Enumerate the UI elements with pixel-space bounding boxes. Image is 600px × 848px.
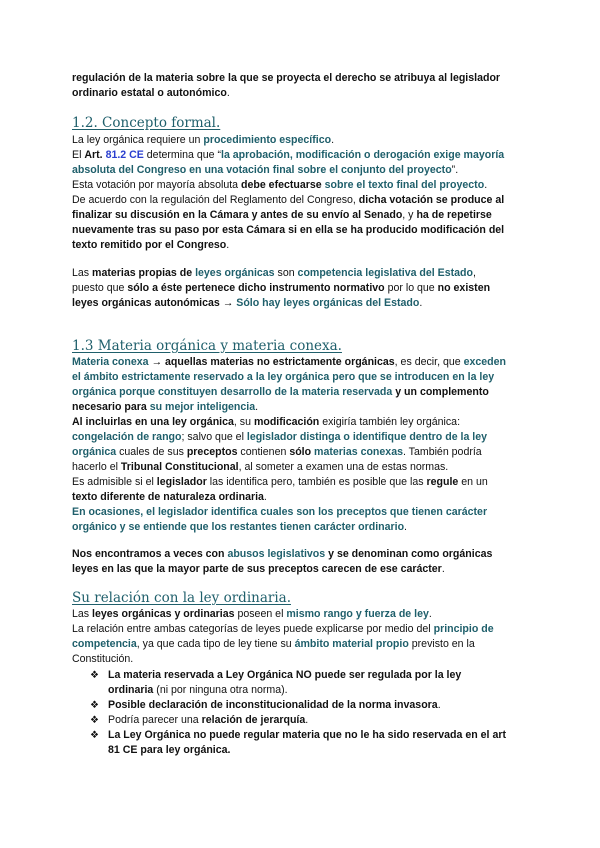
text-line xyxy=(72,445,532,460)
text: en un xyxy=(458,476,488,488)
text-line xyxy=(72,148,532,163)
text-highlight: principio de xyxy=(433,623,494,635)
text-highlight: su mejor inteligencia xyxy=(149,401,256,413)
text: cuales de sus xyxy=(116,446,187,458)
text-highlight: orgánica xyxy=(72,446,117,458)
text-line xyxy=(72,430,532,445)
text-bold: ordinaria xyxy=(108,684,154,696)
text: Es admisible si el xyxy=(72,476,157,488)
text-bold: dicha votación se produce al xyxy=(358,194,505,206)
text-highlight: congelación de rango xyxy=(72,431,182,443)
text: poseen el xyxy=(234,608,287,620)
text-bold: leyes orgánicas y ordinarias xyxy=(92,608,235,620)
text-bold: no existen xyxy=(437,282,491,294)
list-item xyxy=(88,728,528,758)
text-highlight: leyes orgánicas xyxy=(195,267,275,279)
text-line xyxy=(72,637,532,652)
text-bold: relación de jerarquía xyxy=(201,714,306,726)
text-bold: legislador xyxy=(156,476,207,488)
text: hacerlo el xyxy=(72,461,121,473)
text-bold: y se denominan como orgánicas xyxy=(325,548,493,560)
text-highlight: competencia xyxy=(72,638,137,650)
text: . xyxy=(226,87,230,99)
text: . También podría xyxy=(402,446,482,458)
intro-paragraph xyxy=(72,71,532,101)
text: Las xyxy=(72,608,93,620)
text: ; salvo que el xyxy=(181,431,247,443)
text: , xyxy=(473,267,476,279)
text-highlight: abusos legislativos xyxy=(227,548,326,560)
text: , su xyxy=(233,416,254,428)
text: . xyxy=(226,239,230,251)
text-line xyxy=(72,178,532,193)
section-heading-materia-organica: 1.3 Materia orgánica y materia conexa. xyxy=(72,338,342,354)
text-line xyxy=(72,238,532,253)
text: las identifica pero, también es posible que las xyxy=(206,476,427,488)
text-highlight: materias conexas xyxy=(314,446,403,458)
text-bold: preceptos xyxy=(186,446,238,458)
text: previsto en la xyxy=(408,638,475,650)
text: . xyxy=(331,134,335,146)
text-line xyxy=(72,490,532,505)
text-bold: leyes en las que la mayor parte de sus preceptos carecen de ese carácter xyxy=(72,563,442,575)
text-highlight: la aprobación, modificación o derogación exige mayoría xyxy=(221,149,505,161)
text: Esta votación por mayoría absoluta xyxy=(72,179,242,191)
text-highlight: absoluta del Congreso en una votación final sobre el conjunto del proyecto xyxy=(72,164,452,176)
text-bold: regule xyxy=(426,476,459,488)
text: contienen xyxy=(237,446,290,458)
text: por lo que xyxy=(384,282,438,294)
text-line xyxy=(72,193,532,208)
text-bold: aquellas materias no estrictamente orgánicas xyxy=(165,356,395,368)
text-line xyxy=(72,266,532,281)
text: . xyxy=(419,297,423,309)
text-line xyxy=(72,415,532,430)
text: Podría parecer una xyxy=(108,714,202,726)
text-bold: Nos encontramos a veces con xyxy=(72,548,228,560)
text-bold: La materia reservada a Ley Orgánica NO puede ser regulada por la ley xyxy=(108,669,462,681)
text: . xyxy=(404,521,407,533)
text-bold: Tribunal Constitucional xyxy=(120,461,239,473)
section-heading-concepto-formal: 1.2. Concepto formal. xyxy=(72,115,221,131)
article-reference: 81.2 CE xyxy=(105,149,144,161)
text: . xyxy=(428,608,432,620)
text: ”. xyxy=(451,164,459,176)
text-line: Constitución. xyxy=(72,653,134,665)
text-highlight: legislador distinga o identifique dentro de la ley xyxy=(246,431,488,443)
text-bold: 81 CE para ley orgánica. xyxy=(108,744,231,756)
paragraph-abusos-legislativos xyxy=(72,547,532,577)
text-bold: Art. xyxy=(84,149,106,161)
text: determina que “ xyxy=(143,149,221,161)
text-line xyxy=(72,296,532,311)
text-bold: Al incluirlas en una ley orgánica xyxy=(72,416,234,428)
text-line xyxy=(72,475,532,490)
section-ley-ordinaria xyxy=(72,607,532,667)
text: . xyxy=(437,699,441,711)
text-line xyxy=(72,208,532,223)
text: . xyxy=(255,401,259,413)
text-bold: debe efectuarse xyxy=(241,179,322,191)
text: , y xyxy=(402,209,417,221)
text-line xyxy=(72,622,532,637)
text: , al someter a examen una de estas normas. xyxy=(238,461,449,473)
text-highlight: orgánico y se entiende que los restantes tienen carácter ordinario xyxy=(72,521,405,533)
text-bold: materias propias de xyxy=(92,267,193,279)
text-bold: texto remitido por el Congreso xyxy=(72,239,227,251)
text: exigiría también ley orgánica: xyxy=(319,416,461,428)
section-materia-organica xyxy=(72,355,532,535)
text: . xyxy=(305,714,309,726)
text-bold: necesario para xyxy=(72,401,147,413)
paragraph-materias-propias xyxy=(72,266,532,311)
text: (ni por ninguna otra norma). xyxy=(153,684,288,696)
text-bold: finalizar su discusión en la Cámara y antes de su envío al Senado xyxy=(72,209,403,221)
diamond-bullet-icon: ❖ xyxy=(90,700,99,711)
text: La relación entre ambas categorías de leyes puede explicarse por medio del xyxy=(72,623,434,635)
text: puesto que xyxy=(72,282,128,294)
text: → xyxy=(148,356,166,368)
diamond-bullet-icon: ❖ xyxy=(90,715,99,726)
text-highlight: Sólo hay leyes orgánicas del Estado xyxy=(236,297,420,309)
text-bold: y un complemento xyxy=(392,386,489,398)
text: son xyxy=(274,267,298,279)
text: . xyxy=(441,563,445,575)
text: , ya que cada tipo de ley tiene su xyxy=(136,638,295,650)
text-line xyxy=(72,163,532,178)
list-item xyxy=(88,713,528,728)
text-line xyxy=(72,355,532,370)
text-bold: ha de repetirse xyxy=(416,209,492,221)
diamond-bullet-icon: ❖ xyxy=(90,670,99,681)
text-highlight: sobre el texto final del proyecto xyxy=(324,179,485,191)
text-line: En ocasiones, el legislador identifica cuales son los preceptos que tienen carácter xyxy=(72,506,488,518)
text-bold: Posible declaración de inconstitucionalidad de la norma invasora xyxy=(108,699,438,711)
text-bold: texto diferente de naturaleza ordinaria xyxy=(72,491,264,503)
text-line: nuevamente tras su paso por esta Cámara si en ella se ha producido modificación del xyxy=(72,224,505,236)
text-line xyxy=(72,385,532,400)
intro-line: regulación de la materia sobre la que se proyecta el derecho se atribuya al legislador xyxy=(72,72,501,84)
text: El xyxy=(72,149,85,161)
text-bold: leyes orgánicas autonómicas → xyxy=(72,297,237,309)
text-highlight: ámbito material propio xyxy=(294,638,409,650)
text-line xyxy=(72,607,532,622)
text-bold: modificación xyxy=(253,416,320,428)
text: Las xyxy=(72,267,93,279)
text-bold: ordinario estatal o autonómico xyxy=(72,87,227,99)
text: La ley orgánica requiere un xyxy=(72,134,204,146)
list-item xyxy=(88,698,528,713)
text: , es decir, que xyxy=(394,356,464,368)
section-heading-ley-ordinaria: Su relación con la ley ordinaria. xyxy=(72,590,291,606)
text-bold: sólo a éste pertenece dicho instrumento normativo xyxy=(127,282,385,294)
text-highlight: mismo rango y fuerza de ley xyxy=(286,608,429,620)
intro-line xyxy=(72,86,532,101)
text: De acuerdo con la regulación del Reglamento del Congreso, xyxy=(72,194,359,206)
text-line xyxy=(72,520,532,535)
text-line: el ámbito estrictamente reservado a la ley orgánica pero que se introducen en la ley xyxy=(72,371,495,383)
text-line xyxy=(72,400,532,415)
bullet-list xyxy=(88,668,528,758)
text-bold: La Ley Orgánica no puede regular materia que no le ha sido reservada en el art xyxy=(108,729,506,741)
text-highlight: exceden xyxy=(463,356,506,368)
text-highlight: Materia conexa xyxy=(72,356,149,368)
diamond-bullet-icon: ❖ xyxy=(90,730,99,741)
text-line xyxy=(72,562,532,577)
text-highlight: competencia legislativa del Estado xyxy=(297,267,473,279)
text-line xyxy=(72,460,532,475)
text: . xyxy=(263,491,267,503)
text: . xyxy=(484,179,488,191)
text-bold: sólo xyxy=(289,446,312,458)
text-highlight: procedimiento específico xyxy=(203,134,332,146)
text-highlight: orgánica porque constituyen desarrollo de la materia reservada xyxy=(72,386,393,398)
list-item xyxy=(88,668,528,698)
text-line xyxy=(72,133,532,148)
text-line xyxy=(72,547,532,562)
section-concepto-formal xyxy=(72,133,532,253)
text-line xyxy=(72,281,532,296)
